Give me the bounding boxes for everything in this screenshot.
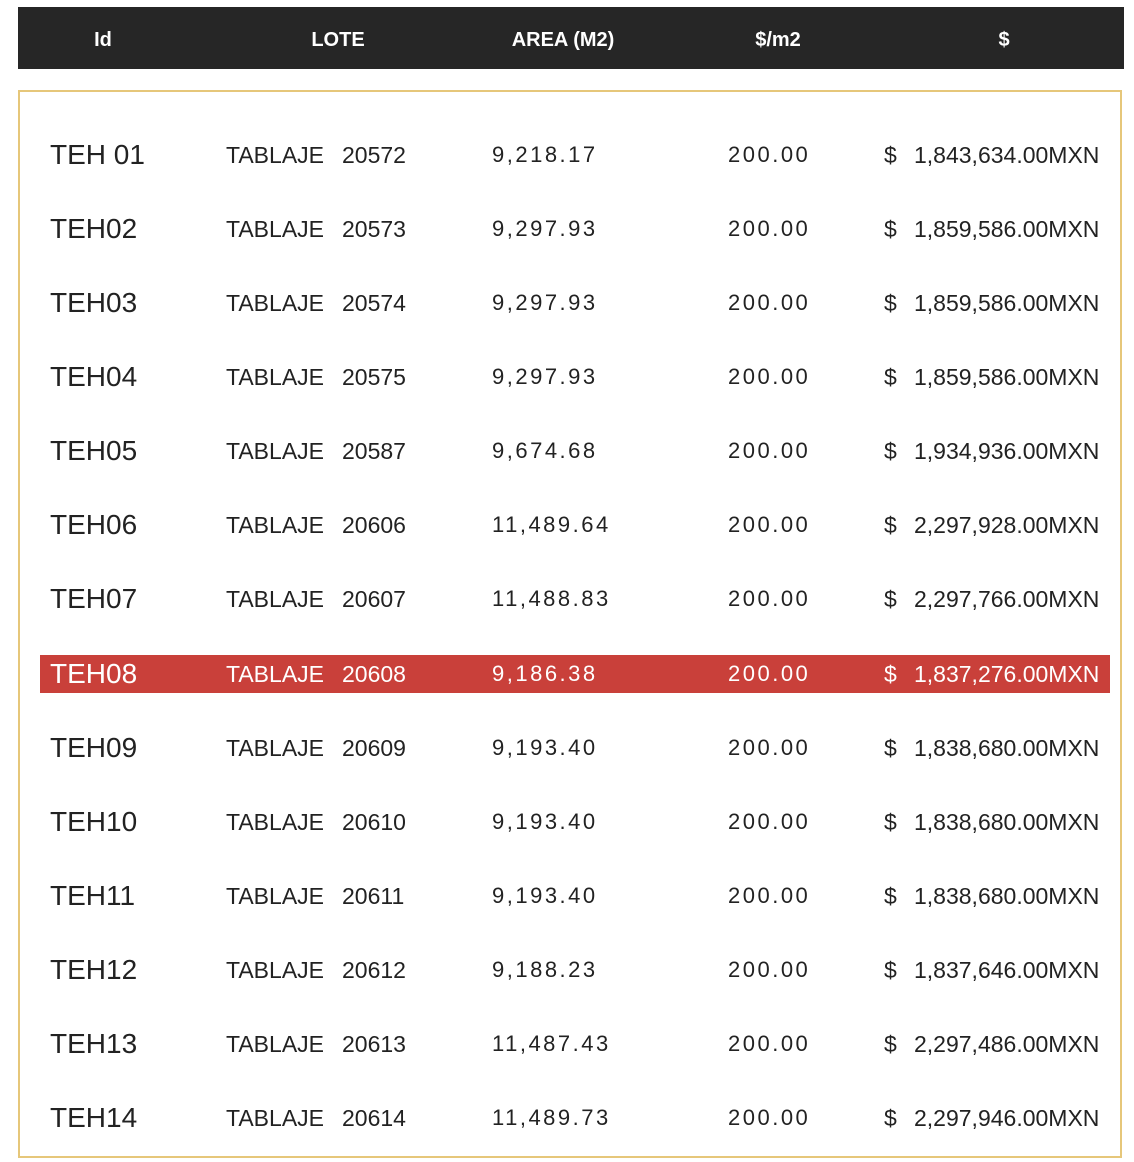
row-rate: 200.00 <box>728 216 811 241</box>
row-rate: 200.00 <box>728 1105 811 1130</box>
row-id: TEH05 <box>50 435 138 466</box>
row-currency: $ <box>884 364 897 390</box>
row-rate: 200.00 <box>728 512 811 537</box>
row-id: TEH02 <box>50 213 138 244</box>
row-total: 1,859,586.00MXN <box>914 216 1100 242</box>
row-lote: TABLAJE 20611 <box>226 883 405 909</box>
table-row <box>40 506 1110 544</box>
row-id: TEH13 <box>50 1028 138 1059</box>
row-rate: 200.00 <box>728 661 811 686</box>
row-area: 9,186.38 <box>492 661 598 686</box>
table-row <box>40 1099 1110 1137</box>
row-rate: 200.00 <box>728 364 811 389</box>
row-currency: $ <box>884 438 897 464</box>
row-currency: $ <box>884 735 897 761</box>
row-currency: $ <box>884 142 897 168</box>
row-area: 9,297.93 <box>492 364 598 389</box>
row-total: 1,838,680.00MXN <box>914 809 1100 835</box>
row-total: 1,859,586.00MXN <box>914 364 1100 390</box>
table-row <box>40 729 1110 767</box>
row-area: 9,218.17 <box>492 142 598 167</box>
row-area: 11,489.64 <box>492 512 611 537</box>
table-row <box>40 358 1110 396</box>
row-rate: 200.00 <box>728 438 811 463</box>
header-lote: LOTE <box>311 29 365 51</box>
row-lote: TABLAJE 20614 <box>226 1105 406 1131</box>
row-area: 9,297.93 <box>492 216 598 241</box>
header-total: $ <box>998 29 1010 51</box>
row-total: 1,837,276.00MXN <box>914 661 1100 687</box>
row-currency: $ <box>884 1031 897 1057</box>
row-rate: 200.00 <box>728 586 811 611</box>
row-id: TEH06 <box>50 509 138 540</box>
row-lote: TABLAJE 20609 <box>226 735 406 761</box>
table-row <box>40 951 1110 989</box>
row-rate: 200.00 <box>728 142 811 167</box>
row-rate: 200.00 <box>728 809 811 834</box>
row-area: 11,488.83 <box>492 586 611 611</box>
row-rate: 200.00 <box>728 290 811 315</box>
row-total: 2,297,766.00MXN <box>914 586 1100 612</box>
row-area: 9,193.40 <box>492 883 598 908</box>
row-rate: 200.00 <box>728 957 811 982</box>
row-lote: TABLAJE 20572 <box>226 142 406 168</box>
table-row <box>40 803 1110 841</box>
row-total: 2,297,928.00MXN <box>914 512 1100 538</box>
row-lote: TABLAJE 20587 <box>226 438 406 464</box>
row-area: 9,193.40 <box>492 809 598 834</box>
row-lote: TABLAJE 20612 <box>226 957 406 983</box>
row-id: TEH03 <box>50 287 138 318</box>
row-currency: $ <box>884 809 897 835</box>
table-row <box>40 210 1110 248</box>
row-lote: TABLAJE 20574 <box>226 290 406 316</box>
table-row-highlighted <box>40 655 1110 693</box>
row-currency: $ <box>884 957 897 983</box>
row-lote: TABLAJE 20573 <box>226 216 406 242</box>
row-currency: $ <box>884 216 897 242</box>
row-area: 11,489.73 <box>492 1105 611 1130</box>
row-currency: $ <box>884 883 897 909</box>
row-currency: $ <box>884 512 897 538</box>
row-id: TEH10 <box>50 806 138 837</box>
row-currency: $ <box>884 1105 897 1131</box>
row-rate: 200.00 <box>728 1031 811 1056</box>
header-rate: $/m2 <box>755 29 801 51</box>
row-lote: TABLAJE 20608 <box>226 661 406 687</box>
row-id: TEH09 <box>50 732 138 763</box>
table-row <box>40 1025 1110 1063</box>
row-lote: TABLAJE 20575 <box>226 364 406 390</box>
row-total: 1,934,936.00MXN <box>914 438 1100 464</box>
table-row <box>40 136 1110 174</box>
table-frame <box>18 90 1122 1158</box>
row-lote: TABLAJE 20613 <box>226 1031 406 1057</box>
row-currency: $ <box>884 661 897 687</box>
row-currency: $ <box>884 586 897 612</box>
row-total: 2,297,946.00MXN <box>914 1105 1100 1131</box>
row-id: TEH04 <box>50 361 138 392</box>
row-id: TEH11 <box>50 880 136 911</box>
row-area: 9,193.40 <box>492 735 598 760</box>
row-total: 1,838,680.00MXN <box>914 735 1100 761</box>
table-row <box>40 284 1110 322</box>
row-id: TEH07 <box>50 583 138 614</box>
row-total: 1,843,634.00MXN <box>914 142 1100 168</box>
table-row <box>40 580 1110 618</box>
table-row <box>40 877 1110 915</box>
row-rate: 200.00 <box>728 735 811 760</box>
row-currency: $ <box>884 290 897 316</box>
row-lote: TABLAJE 20606 <box>226 512 406 538</box>
header-area: AREA (M2) <box>511 29 615 51</box>
row-area: 9,674.68 <box>492 438 598 463</box>
table-header <box>18 7 1124 69</box>
row-total: 1,838,680.00MXN <box>914 883 1100 909</box>
row-rate: 200.00 <box>728 883 811 908</box>
row-area: 9,188.23 <box>492 957 598 982</box>
row-area: 11,487.43 <box>492 1031 611 1056</box>
row-id: TEH14 <box>50 1102 138 1133</box>
table-row <box>40 432 1110 470</box>
row-id: TEH 01 <box>50 139 145 170</box>
row-lote: TABLAJE 20607 <box>226 586 406 612</box>
row-id: TEH12 <box>50 954 138 985</box>
row-lote: TABLAJE 20610 <box>226 809 406 835</box>
header-id: Id <box>94 29 112 51</box>
row-area: 9,297.93 <box>492 290 598 315</box>
row-total: 2,297,486.00MXN <box>914 1031 1100 1057</box>
row-total: 1,837,646.00MXN <box>914 957 1100 983</box>
row-id: TEH08 <box>50 658 138 689</box>
row-total: 1,859,586.00MXN <box>914 290 1100 316</box>
